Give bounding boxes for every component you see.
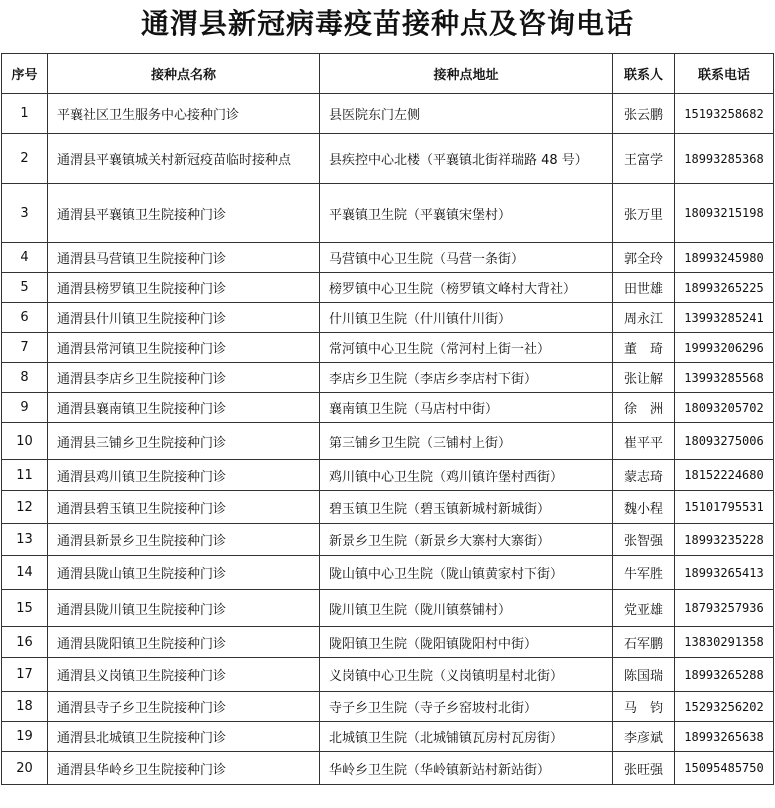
site-address: 榜罗镇中心卫生院（榜罗镇文峰村大背社） (320, 273, 613, 303)
contact-phone: 18993245980 (675, 243, 774, 273)
site-address: 常河镇中心卫生院（常河村上街一社） (320, 333, 613, 363)
site-address: 陇川镇卫生院（陇川镇蔡铺村） (320, 590, 613, 627)
table-row (2, 273, 774, 303)
contact-person: 张旺强 (613, 752, 675, 785)
site-name: 通渭县榜罗镇卫生院接种门诊 (48, 273, 320, 303)
site-address: 陇阳镇卫生院（陇阳镇陇阳村中街） (320, 627, 613, 658)
contact-phone: 18093275006 (675, 423, 774, 460)
contact-phone: 15101795531 (675, 491, 774, 524)
contact-phone: 15095485750 (675, 752, 774, 785)
contact-person: 张云鹏 (613, 94, 675, 134)
contact-phone: 13830291358 (675, 627, 774, 658)
row-number: 3 (2, 184, 48, 243)
table-row (2, 333, 774, 363)
site-name: 通渭县襄南镇卫生院接种门诊 (48, 393, 320, 423)
site-name: 通渭县马营镇卫生院接种门诊 (48, 243, 320, 273)
table-row (2, 491, 774, 524)
contact-phone: 15193258682 (675, 94, 774, 134)
row-number: 16 (2, 627, 48, 658)
site-name: 平襄社区卫生服务中心接种门诊 (48, 94, 320, 134)
table-row (2, 692, 774, 722)
row-number: 13 (2, 524, 48, 556)
site-name: 通渭县陇川镇卫生院接种门诊 (48, 590, 320, 627)
row-number: 5 (2, 273, 48, 303)
table-row (2, 94, 774, 134)
site-name: 通渭县什川镇卫生院接种门诊 (48, 303, 320, 333)
site-address: 平襄镇卫生院（平襄镇宋堡村） (320, 184, 613, 243)
contact-phone: 18093205702 (675, 393, 774, 423)
site-address: 县疾控中心北楼（平襄镇北街祥瑞路 48 号） (320, 134, 613, 184)
contact-person: 张智强 (613, 524, 675, 556)
contact-phone: 18093215198 (675, 184, 774, 243)
header-address: 接种点地址 (320, 54, 613, 94)
table-row (2, 303, 774, 333)
contact-phone: 13993285568 (675, 363, 774, 393)
site-address: 北城镇卫生院（北城铺镇瓦房村瓦房街） (320, 722, 613, 752)
contact-person: 王富学 (613, 134, 675, 184)
contact-phone: 13993285241 (675, 303, 774, 333)
row-number: 4 (2, 243, 48, 273)
row-number: 10 (2, 423, 48, 460)
contact-person: 徐 洲 (613, 393, 675, 423)
table-row (2, 722, 774, 752)
site-name: 通渭县鸡川镇卫生院接种门诊 (48, 460, 320, 491)
site-address: 什川镇卫生院（什川镇什川街） (320, 303, 613, 333)
site-address: 义岗镇中心卫生院（义岗镇明星村北街） (320, 658, 613, 692)
site-name: 通渭县三铺乡卫生院接种门诊 (48, 423, 320, 460)
row-number: 20 (2, 752, 48, 785)
contact-phone: 18993265288 (675, 658, 774, 692)
table-row (2, 134, 774, 184)
contact-phone: 18993285368 (675, 134, 774, 184)
contact-person: 陈国瑞 (613, 658, 675, 692)
site-address: 第三铺乡卫生院（三铺村上街） (320, 423, 613, 460)
contact-person: 李彦斌 (613, 722, 675, 752)
row-number: 2 (2, 134, 48, 184)
contact-phone: 18993265413 (675, 556, 774, 590)
page-title: 通渭县新冠病毒疫苗接种点及咨询电话 (140, 7, 634, 40)
site-name: 通渭县陇阳镇卫生院接种门诊 (48, 627, 320, 658)
table-row (2, 363, 774, 393)
contact-person: 张万里 (613, 184, 675, 243)
row-number: 11 (2, 460, 48, 491)
contact-phone: 18993235228 (675, 524, 774, 556)
contact-person: 蒙志琦 (613, 460, 675, 491)
table-row (2, 752, 774, 785)
site-name: 通渭县李店乡卫生院接种门诊 (48, 363, 320, 393)
row-number: 12 (2, 491, 48, 524)
site-address: 碧玉镇卫生院（碧玉镇新城村新城街） (320, 491, 613, 524)
site-address: 县医院东门左侧 (320, 94, 613, 134)
contact-person: 石军鹏 (613, 627, 675, 658)
contact-phone: 18993265225 (675, 273, 774, 303)
row-number: 1 (2, 94, 48, 134)
contact-phone: 19993206296 (675, 333, 774, 363)
vaccination-sites-table (1, 53, 774, 785)
header-no: 序号 (2, 54, 48, 94)
contact-phone: 15293256202 (675, 692, 774, 722)
contact-phone: 18793257936 (675, 590, 774, 627)
table-row (2, 590, 774, 627)
table-row (2, 658, 774, 692)
table-row (2, 393, 774, 423)
site-address: 陇山镇中心卫生院（陇山镇黄家村下街） (320, 556, 613, 590)
header-name: 接种点名称 (48, 54, 320, 94)
contact-person: 张让解 (613, 363, 675, 393)
site-name: 通渭县平襄镇卫生院接种门诊 (48, 184, 320, 243)
site-name: 通渭县义岗镇卫生院接种门诊 (48, 658, 320, 692)
site-address: 襄南镇卫生院（马店村中街） (320, 393, 613, 423)
contact-person: 崔平平 (613, 423, 675, 460)
site-name: 通渭县平襄镇城关村新冠疫苗临时接种点 (48, 134, 320, 184)
site-address: 新景乡卫生院（新景乡大寨村大寨街） (320, 524, 613, 556)
site-name: 通渭县北城镇卫生院接种门诊 (48, 722, 320, 752)
site-name: 通渭县碧玉镇卫生院接种门诊 (48, 491, 320, 524)
site-name: 通渭县华岭乡卫生院接种门诊 (48, 752, 320, 785)
row-number: 9 (2, 393, 48, 423)
header-phone: 联系电话 (675, 54, 774, 94)
table-row (2, 243, 774, 273)
table-row (2, 423, 774, 460)
site-address: 鸡川镇中心卫生院（鸡川镇许堡村西街） (320, 460, 613, 491)
table-row (2, 184, 774, 243)
contact-person: 董 琦 (613, 333, 675, 363)
table-row (2, 627, 774, 658)
site-name: 通渭县陇山镇卫生院接种门诊 (48, 556, 320, 590)
row-number: 18 (2, 692, 48, 722)
table-row (2, 460, 774, 491)
contact-person: 党亚雄 (613, 590, 675, 627)
site-name: 通渭县常河镇卫生院接种门诊 (48, 333, 320, 363)
row-number: 17 (2, 658, 48, 692)
row-number: 15 (2, 590, 48, 627)
row-number: 6 (2, 303, 48, 333)
site-address: 马营镇中心卫生院（马营一条街） (320, 243, 613, 273)
table-row (2, 524, 774, 556)
site-address: 李店乡卫生院（李店乡李店村下街） (320, 363, 613, 393)
contact-phone: 18152224680 (675, 460, 774, 491)
contact-person: 周永江 (613, 303, 675, 333)
table-row (2, 556, 774, 590)
contact-person: 郭全玲 (613, 243, 675, 273)
table-header-row (2, 54, 774, 94)
row-number: 7 (2, 333, 48, 363)
site-address: 华岭乡卫生院（华岭镇新站村新站街） (320, 752, 613, 785)
site-name: 通渭县新景乡卫生院接种门诊 (48, 524, 320, 556)
contact-phone: 18993265638 (675, 722, 774, 752)
contact-person: 马 钧 (613, 692, 675, 722)
header-contact: 联系人 (613, 54, 675, 94)
site-address: 寺子乡卫生院（寺子乡窑坡村北街） (320, 692, 613, 722)
row-number: 19 (2, 722, 48, 752)
site-name: 通渭县寺子乡卫生院接种门诊 (48, 692, 320, 722)
contact-person: 魏小程 (613, 491, 675, 524)
row-number: 8 (2, 363, 48, 393)
contact-person: 田世雄 (613, 273, 675, 303)
row-number: 14 (2, 556, 48, 590)
contact-person: 牛军胜 (613, 556, 675, 590)
